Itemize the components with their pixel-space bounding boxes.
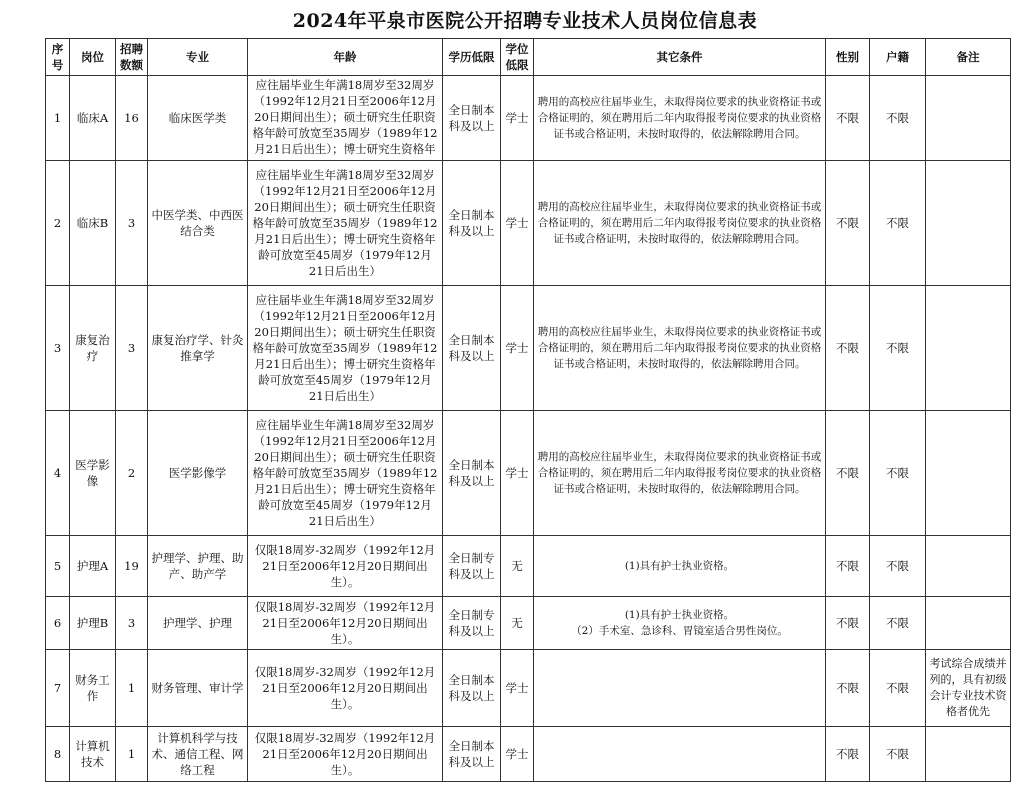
cell-age: 应往届毕业生年满18周岁至32周岁（1992年12月21日至2006年12月20日期间出生）；硕士研究生任职资格年龄可放宽至35周岁（1989年12月21日后出生）；博士研究生资格年龄可放宽至45周岁（1979年12月21日后出生） (248, 411, 443, 536)
cell-position: 临床A (70, 76, 116, 161)
header-seq: 序号 (46, 39, 70, 76)
cell-quota: 1 (116, 727, 148, 782)
cell-major: 护理学、护理、助产、助产学 (148, 536, 248, 597)
cell-degree: 无 (501, 597, 534, 650)
cell-degree: 学士 (501, 411, 534, 536)
cell-degree: 学士 (501, 161, 534, 286)
cell-other: (1)具有护士执业资格。 (534, 536, 826, 597)
cell-education: 全日制本科及以上 (443, 411, 501, 536)
cell-degree: 无 (501, 536, 534, 597)
table-row (46, 597, 1011, 650)
cell-quota: 3 (116, 286, 148, 411)
cell-degree: 学士 (501, 286, 534, 411)
cell-notes (926, 76, 1011, 161)
cell-gender: 不限 (826, 411, 870, 536)
cell-degree: 学士 (501, 76, 534, 161)
document-title: 2024年平泉市医院公开招聘专业技术人员岗位信息表 (292, 10, 758, 32)
position-info-table (45, 38, 1011, 782)
cell-age: 应往届毕业生年满18周岁至32周岁（1992年12月21日至2006年12月20日期间出生）；硕士研究生任职资格年龄可放宽至35周岁（1989年12月21日后出生）；博士研究生资格年龄可放宽至45周岁（1979年12月21日后出生） (248, 286, 443, 411)
cell-gender: 不限 (826, 161, 870, 286)
cell-education: 全日制专科及以上 (443, 536, 501, 597)
cell-notes (926, 411, 1011, 536)
cell-gender: 不限 (826, 286, 870, 411)
cell-gender: 不限 (826, 650, 870, 727)
cell-notes (926, 536, 1011, 597)
cell-age: 仅限18周岁-32周岁（1992年12月21日至2006年12月20日期间出生）。 (248, 536, 443, 597)
cell-other (534, 727, 826, 782)
table-header-row (46, 39, 1011, 76)
cell-hukou: 不限 (870, 76, 926, 161)
cell-other: 聘用的高校应往届毕业生，未取得岗位要求的执业资格证书或合格证明的，须在聘用后二年内取得报考岗位要求的执业资格证书或合格证明，未按时取得的，依法解除聘用合同。 (534, 76, 826, 161)
header-position: 岗位 (70, 39, 116, 76)
cell-quota: 3 (116, 161, 148, 286)
cell-notes (926, 286, 1011, 411)
cell-education: 全日制本科及以上 (443, 727, 501, 782)
cell-major: 医学影像学 (148, 411, 248, 536)
cell-other: 聘用的高校应往届毕业生，未取得岗位要求的执业资格证书或合格证明的，须在聘用后二年内取得报考岗位要求的执业资格证书或合格证明，未按时取得的，依法解除聘用合同。 (534, 161, 826, 286)
cell-age: 仅限18周岁-32周岁（1992年12月21日至2006年12月20日期间出生）。 (248, 727, 443, 782)
cell-hukou: 不限 (870, 650, 926, 727)
cell-position: 计算机技术 (70, 727, 116, 782)
cell-position: 康复治疗 (70, 286, 116, 411)
cell-position: 护理A (70, 536, 116, 597)
cell-major: 中医学类、中西医结合类 (148, 161, 248, 286)
cell-notes (926, 161, 1011, 286)
header-gender: 性别 (826, 39, 870, 76)
cell-quota: 16 (116, 76, 148, 161)
cell-gender: 不限 (826, 536, 870, 597)
cell-age: 仅限18周岁-32周岁（1992年12月21日至2006年12月20日期间出生）。 (248, 650, 443, 727)
header-education: 学历低限 (443, 39, 501, 76)
table-row (46, 161, 1011, 286)
header-notes: 备注 (926, 39, 1011, 76)
cell-hukou: 不限 (870, 161, 926, 286)
cell-major: 护理学、护理 (148, 597, 248, 650)
table-row (46, 286, 1011, 411)
cell-position: 护理B (70, 597, 116, 650)
cell-other: (1)具有护士执业资格。 （2）手术室、急诊科、胃镜室适合男性岗位。 (534, 597, 826, 650)
cell-age: 仅限18周岁-32周岁（1992年12月21日至2006年12月20日期间出生）。 (248, 597, 443, 650)
cell-education: 全日制本科及以上 (443, 161, 501, 286)
cell-seq: 1 (46, 76, 70, 161)
cell-education: 全日制本科及以上 (443, 286, 501, 411)
cell-hukou: 不限 (870, 727, 926, 782)
cell-seq: 4 (46, 411, 70, 536)
table-row (46, 411, 1011, 536)
cell-gender: 不限 (826, 76, 870, 161)
cell-quota: 1 (116, 650, 148, 727)
cell-notes (926, 727, 1011, 782)
cell-degree: 学士 (501, 650, 534, 727)
cell-seq: 6 (46, 597, 70, 650)
cell-seq: 3 (46, 286, 70, 411)
table-row (46, 536, 1011, 597)
cell-major: 计算机科学与技术、通信工程、网络工程 (148, 727, 248, 782)
cell-hukou: 不限 (870, 286, 926, 411)
cell-seq: 7 (46, 650, 70, 727)
cell-seq: 5 (46, 536, 70, 597)
cell-major: 康复治疗学、针灸推拿学 (148, 286, 248, 411)
cell-position: 临床B (70, 161, 116, 286)
cell-quota: 3 (116, 597, 148, 650)
cell-gender: 不限 (826, 727, 870, 782)
cell-education: 全日制本科及以上 (443, 650, 501, 727)
cell-quota: 19 (116, 536, 148, 597)
cell-hukou: 不限 (870, 597, 926, 650)
cell-other: 聘用的高校应往届毕业生，未取得岗位要求的执业资格证书或合格证明的，须在聘用后二年内取得报考岗位要求的执业资格证书或合格证明，未按时取得的，依法解除聘用合同。 (534, 411, 826, 536)
cell-notes (926, 597, 1011, 650)
cell-age (248, 76, 443, 161)
header-other: 其它条件 (534, 39, 826, 76)
cell-major: 临床医学类 (148, 76, 248, 161)
cell-other: 聘用的高校应往届毕业生，未取得岗位要求的执业资格证书或合格证明的，须在聘用后二年内取得报考岗位要求的执业资格证书或合格证明，未按时取得的，依法解除聘用合同。 (534, 286, 826, 411)
header-hukou: 户籍 (870, 39, 926, 76)
table-row (46, 650, 1011, 727)
cell-gender: 不限 (826, 597, 870, 650)
cell-hukou: 不限 (870, 536, 926, 597)
cell-education: 全日制专科及以上 (443, 597, 501, 650)
cell-seq: 2 (46, 161, 70, 286)
header-quota: 招聘数额 (116, 39, 148, 76)
table-row (46, 727, 1011, 782)
cell-position: 财务工作 (70, 650, 116, 727)
header-major: 专业 (148, 39, 248, 76)
cell-major: 财务管理、审计学 (148, 650, 248, 727)
cell-quota: 2 (116, 411, 148, 536)
cell-notes: 考试综合成绩并列的，具有初级会计专业技术资格者优先 (926, 650, 1011, 727)
table-row (46, 76, 1011, 161)
cell-other (534, 650, 826, 727)
cell-hukou: 不限 (870, 411, 926, 536)
cell-age-text: 应往届毕业生年满18周岁至32周岁（1992年12月21日至2006年12月20日期间出生）；硕士研究生任职资格年龄可放宽至35周岁（1989年12月21日后出生）；博士研究生资格年 (252, 78, 438, 156)
header-age: 年龄 (248, 39, 443, 76)
cell-education: 全日制本科及以上 (443, 76, 501, 161)
cell-degree: 学士 (501, 727, 534, 782)
header-degree: 学位低限 (501, 39, 534, 76)
cell-position: 医学影像 (70, 411, 116, 536)
cell-seq: 8 (46, 727, 70, 782)
cell-age: 应往届毕业生年满18周岁至32周岁（1992年12月21日至2006年12月20日期间出生）；硕士研究生任职资格年龄可放宽至35周岁（1989年12月21日后出生）；博士研究生资格年龄可放宽至45周岁（1979年12月21日后出生） (248, 161, 443, 286)
